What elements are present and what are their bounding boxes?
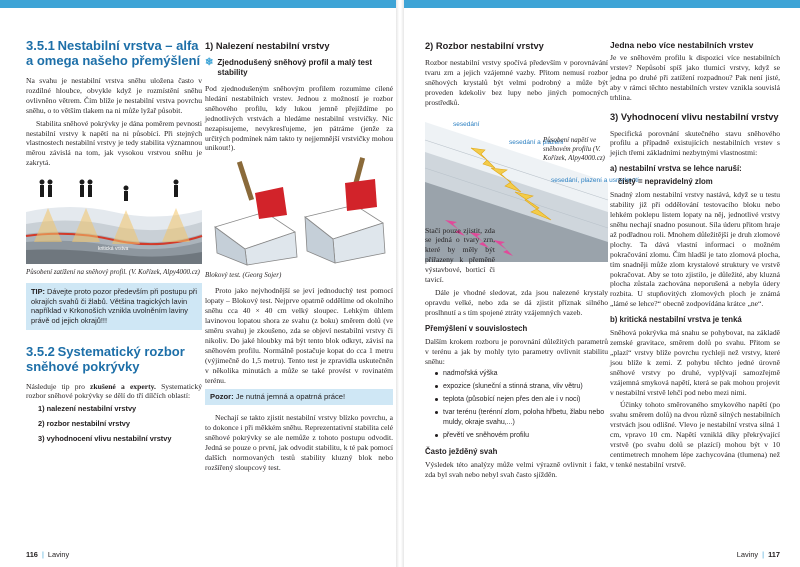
paragraph: Pod zjednodušeným sněhovým profilem rozumíme cílené hledání nestabilních vrstev. Jednou z možností je rozbor sněhového profilu, kdy lukou jemně přejíždíme po jednotlivých vrstvách a hledáme nestabilní vrstvičky. Nic nezapisujeme, nevykresľujeme, jen pátráme (jenže za určitých podmínek nám takto ty nejjemnější vrstvičky mohou unikout!). (205, 84, 393, 153)
book-gutter (396, 0, 404, 567)
list-item: 3) vyhodnocení vlivu nestabilní vrstvy (38, 434, 172, 444)
warning-label: Pozor: (210, 392, 234, 402)
label-sesedani-plazeni: sesedání a plazení (509, 138, 564, 146)
right-page-folio: Laviny | 117 (736, 550, 780, 559)
page-number: 116 (26, 550, 38, 559)
warning-text: Je nutná jemná a opatrná práce! (235, 392, 346, 402)
right-column-2 (610, 14, 780, 473)
paragraph: Nechají se takto zjistit nestabilní vrstvy blízko povrchu, a to dokonce i při měkkém sněhu. Reprezentativní stabilita celé sněhové pokrývky se ale nemůže z tohoto postupu odvodit. Jedná se pouze o první, jak odvodit stabilitu, k té pak pomocí dalších normovaných testů stability kluzný blok nebo rozšířený sloupcový test. (205, 413, 393, 472)
left-header-bar (0, 0, 396, 8)
paragraph: Na svahu je nestabilní vrstva sněhu uložena často v rozdílné hloubce, obvykle když je rozmístění sněhu ovlivněno větrem. Čím blíže je nestabilní vrstva povrchu sněhu, o to větším tlakem na ni může lyžař působit. (26, 76, 202, 115)
section-title-text: Systematický rozbor sněhové pokrývky (26, 343, 185, 374)
label-sesedani-plazeni-usmyknuti: sesedání, plazení a usmyknutí (551, 176, 639, 184)
figure-caption: Blokový test. (Georg Sojer) (205, 271, 282, 280)
left-column-1 (26, 14, 202, 449)
subheading-b: b) kritická nestabilní vrstva je tenká (610, 315, 742, 325)
intro-start: Následuje tip pro (26, 381, 91, 391)
figure-caption: Působení zatížení na sněhový profil. (V. Kořízek, Alpy4000.cz) (26, 268, 200, 277)
list-item: nadmořská výška (435, 369, 608, 379)
right-header-bar (404, 0, 800, 8)
running-title: Laviny (736, 550, 759, 559)
section-3-5-2-title (26, 344, 202, 374)
running-title: Laviny (47, 550, 70, 559)
heading-analyze-layer: 2) Rozbor nestabilní vrstvy (425, 41, 544, 51)
tip-text: Dávejte proto pozor především při postupu při okrajích svahů či žlabů. Většina tragických lavin například v Krkonoších vznikla uvolněním laviny právě od jejich okrajů!!! (31, 287, 197, 325)
right-column-1 (425, 14, 639, 483)
label-sesedani: sesedání (453, 120, 480, 128)
intro-bold: zkušené a experty. (90, 381, 156, 391)
list-item: 1) nalezení nestabilní vrstvy (38, 404, 137, 414)
left-column-2 (205, 14, 393, 476)
paragraph: Sněhová pokrývka má snahu se pohybovat, na základě zemské gravitace, směrem dolů po svahu. Přitom se „plazí“ vrstvy blíže povrchu rychleji než vrstvy, které jsou blíže k zemi. Z pohybu těchto jedné úrovně sněhové vrstvy po druhé, vyplývají samozřejmě vzájemná smyková napětí, která se pak mohou projevit v nestabilní vrstvě lehčí pod nebo mezi nimi. (610, 328, 780, 397)
block-test-figure (205, 157, 391, 267)
list-item: tvar terénu (terénní zlom, poloha hřbetu, žlabu nebo muldy, okraje svahu,...) (435, 408, 608, 428)
subheading-a: a) nestabilní vrstva se lehce naruší: (610, 164, 742, 174)
section-number: 3.5.2 (26, 343, 55, 359)
subheading-context: Přemýšlení v souvislostech (425, 323, 528, 333)
intro-end: Systematický rozbor sněhové pokrývky se dělí do tří dílčích oblastí: (26, 381, 202, 401)
heading-evaluate-layer: 3) Vyhodnocení vlivu nestabilní vrstvy (610, 111, 779, 122)
list-item: převětí ve sněhovém profilu (435, 431, 608, 441)
load-profile-figure (26, 172, 202, 264)
heading-multiple-layers: Jedna nebo více nestabilních vrstev (610, 40, 754, 50)
critical-layer-label: kritická vrstva (98, 246, 129, 253)
subheading-frequent-slope: Často ježděný svah (425, 446, 498, 456)
paragraph: Je ve sněhovém profilu k dispozici více nestabilních vrstev? Nepůsobí spíš jako tlumicí vrstvy, když se jedna po druhé při zatížení rozpadnou? Pak není jisté, aby v rámci těchto nestabilních vrstev vznikla souvislá trhlina. (610, 53, 780, 102)
subheading-text: Zjednodušený sněhový profil a malý test stability (217, 58, 373, 77)
paragraph: Účinky tohoto směrovaného smykového napětí (po svahu směrem dolů) na dvou různě silných nestabilních vrstvách jsou odlišné. Vlevo je nestabilní vrstva silná 1 cm, vpravo 10 cm. Napětí vzniklá díky překrývající vrstvě (po svahu dolů se plazící) mohou být v 10 centimetrech mnohem lépe zachycována (tlumena) než v tenké nestabilní vrstvě. (610, 400, 780, 469)
paragraph: Specifická porovnání skutečného stavu sněhového profilu a případně existujících nestabilních vrstev s jejich třemi základními nezbytnými vlastnostmi: (610, 128, 780, 158)
paragraph: Dále je vhodné sledovat, zda jsou nalezené krystaly opravdu velké, nebo zda se dá zjistit příznak silného proslhnutí a s tím spojené ztráty vzájemných vazeb. (425, 287, 608, 317)
tip-label: TIP: (31, 287, 45, 297)
subheading (205, 58, 393, 78)
paragraph: Proto jako nejvhodnější se jeví jednoduchý test pomocí lopaty – Blokový test. Nejprve opatrně oddělíme od okolního sněhu cca 40 × 40 cm velký sloupec. Lehkým úhlem lavinovou lopatou shora ze svahu (z boku) směrem dolů (ve směru svahu) je zkoušeno, zda se objeví nestabilní vrstvy či nikoliv. Do jaké hloubky má být tento blok odkryt, závisí na sněhovém profilu. Normálně postačuje kopat do cca 1 metru (výjimečně do 1,5 metru). Tento test je zpravidla uskutečněn v několika minutách a může se také provést v rovinatém terénu. (205, 286, 393, 385)
paragraph: Stabilita sněhové pokrývky je dána poměrem pevnosti nestabilní vrstvy k napětí na ni působící. Při stejných vlastnostech nestabilní vrstvy je tedy stabilita významnou měrou závislá na tom, jak vysokou vrstvou sněhu je zakrytá. (26, 118, 202, 168)
parameters-list (425, 369, 608, 440)
section-number: 3.5.1 (26, 38, 55, 53)
list-item: teplota (působící nejen přes den ale i v noci) (435, 395, 608, 405)
list-item: expozice (sluneční a stinná strana, vliv větru) (435, 382, 608, 392)
subheading-a2: čistý = nepravidelný zlom (618, 177, 713, 187)
list-item: 2) rozbor nestabilní vrstvy (38, 419, 130, 429)
paragraph: Výsledek této analýzy může velmi výrazně ovlivnit i fakt, zda byl svah nebo nebyl svah často sjížděn. (425, 459, 608, 479)
paragraph: Snadný zlom nestabilní vrstvy nastává, když se u testu stability již při oddělování testovacího bloku nebo lehkém poklepu listem lopaty na něj, jednotlivé vrstvy sněhu nechají snadno posunout. Síla úderu přitom hraje až podřadnou roli. Mnohem důležitější je druh zlomové plochy. Ta dává vlastní informaci o možném pokračování zlomu. Čím hladší je tato zlomová plocha, tím snadněji může zlom krystalové struktury ve vrstvě pokračovat. Aby se toto zjistilo, je důležité, aby kluzná plocha zůstala zachována neporušená a nebyla údery rozbita. U stupňovitých zlomových ploch je známá „lámé se lehce?“ obecně zodpovídána krátce „ne“. (610, 190, 780, 309)
tip-box (26, 283, 202, 329)
paragraph: Rozbor nestabilní vrstvy spočívá především v porovnávání tvaru zrn a jejich vzájemné vazby. Přitom nemusí rozbor sněhových krystalů být velmi podrobný a může být proveden kdekoliv bez lupy nebo jiných pomocných prostředků. (425, 58, 608, 107)
heading-find-layer: 1) Nalezení nestabilní vrstvy (205, 41, 330, 51)
paragraph: Dalším krokem rozboru je porovnání důležitých parametrů v terénu a jak by mohly tyto parametry ovlivnit stabilitu sněhu: (425, 336, 608, 366)
analysis-steps-list (26, 404, 202, 444)
snowflake-icon: ❄ (205, 57, 214, 68)
left-page-folio: 116 | Laviny (26, 550, 70, 559)
side-text: Stačí pouze zjistit, zda se jedná o tvary zrn, které by měly být přiřazeny k přeměně výstavbové, borticí či tavicí. (425, 225, 495, 285)
page-number: 117 (768, 550, 780, 559)
warning-box (205, 389, 393, 405)
section-3-5-1-title (26, 38, 202, 68)
section-title-text: Nestabilní vrstva – alfa a omega našeho přemýšlení (26, 38, 201, 68)
figure-caption: Působení napětí ve sněhovém profilu (V. Kořízek, Alpy4000.cz) (543, 136, 605, 162)
section-intro (26, 382, 202, 402)
